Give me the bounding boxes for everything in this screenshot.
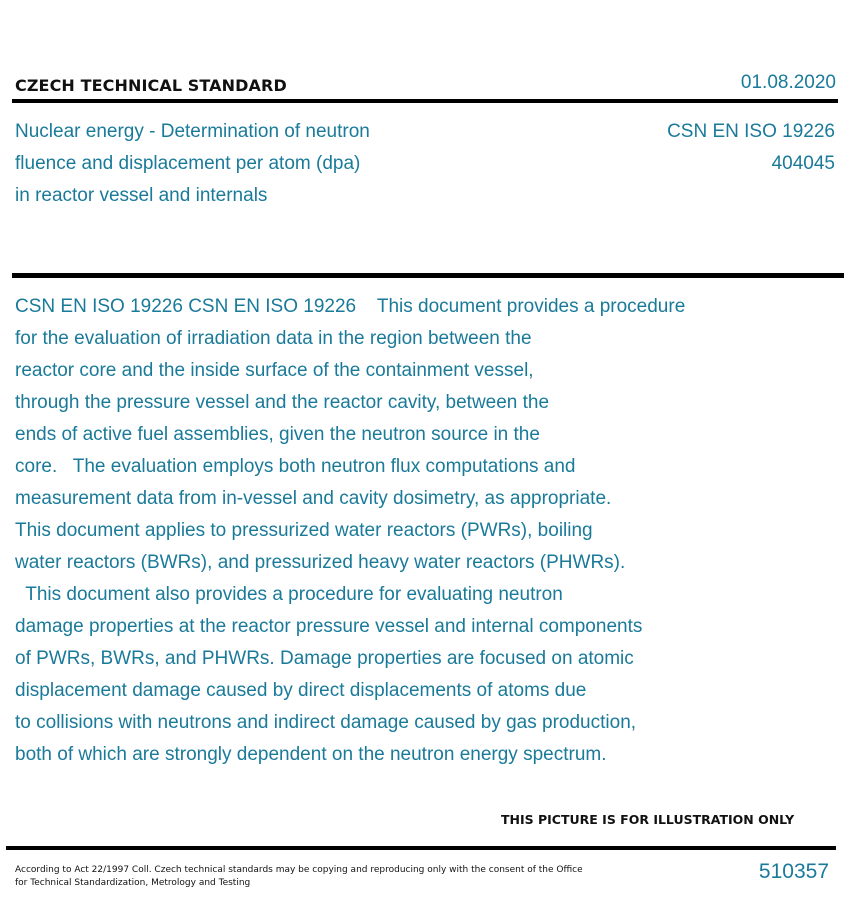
footer-divider [6, 846, 836, 850]
abstract-line: water reactors (BWRs), and pressurized heavy water reactors (PHWRs). [15, 552, 626, 573]
abstract-line: for the evaluation of irradiation data in the region between the [15, 328, 532, 349]
document-identifiers [667, 116, 835, 180]
legal-notice-line: According to Act 22/1997 Coll. Czech technical standards may be copying and reproducing only with the consent of the Office [15, 865, 583, 875]
header-divider [12, 99, 838, 103]
footer-catalog-code: 510357 [758, 860, 829, 883]
abstract-line: measurement data from in-vessel and cavity dosimetry, as appropriate. [15, 488, 612, 509]
abstract-text [15, 291, 685, 771]
legal-notice-line: for Technical Standardization, Metrology and Testing [15, 878, 251, 888]
document-title-line: in reactor vessel and internals [15, 185, 268, 206]
abstract-line: to collisions with neutrons and indirect damage caused by gas production, [15, 712, 637, 733]
legal-notice [15, 864, 583, 890]
standard-type-heading: CZECH TECHNICAL STANDARD [15, 76, 287, 95]
classification-code: 404045 [771, 153, 835, 174]
document-title-line: Nuclear energy - Determination of neutron [15, 121, 370, 142]
document-title-line: fluence and displacement per atom (dpa) [15, 153, 361, 174]
abstract-line: displacement damage caused by direct displacements of atoms due [15, 680, 587, 701]
abstract-line: ends of active fuel assemblies, given the neutron source in the [15, 424, 540, 445]
abstract-line: CSN EN ISO 19226 CSN EN ISO 19226 This document provides a procedure [15, 296, 686, 317]
illustration-disclaimer: THIS PICTURE IS FOR ILLUSTRATION ONLY [501, 812, 795, 827]
document-title [15, 116, 370, 212]
abstract-line: This document applies to pressurized water reactors (PWRs), boiling [15, 520, 593, 541]
section-divider [12, 273, 844, 278]
abstract-line: This document also provides a procedure for evaluating neutron [15, 584, 563, 605]
standard-number: CSN EN ISO 19226 [667, 121, 835, 142]
abstract-line: reactor core and the inside surface of the containment vessel, [15, 360, 534, 381]
abstract-line: core. The evaluation employs both neutron flux computations and [15, 456, 576, 477]
abstract-line: through the pressure vessel and the reactor cavity, between the [15, 392, 550, 413]
abstract-line: damage properties at the reactor pressure vessel and internal components [15, 616, 643, 637]
publication-date: 01.08.2020 [740, 72, 836, 93]
abstract-line: of PWRs, BWRs, and PHWRs. Damage properties are focused on atomic [15, 648, 634, 669]
abstract-line: both of which are strongly dependent on the neutron energy spectrum. [15, 744, 607, 765]
